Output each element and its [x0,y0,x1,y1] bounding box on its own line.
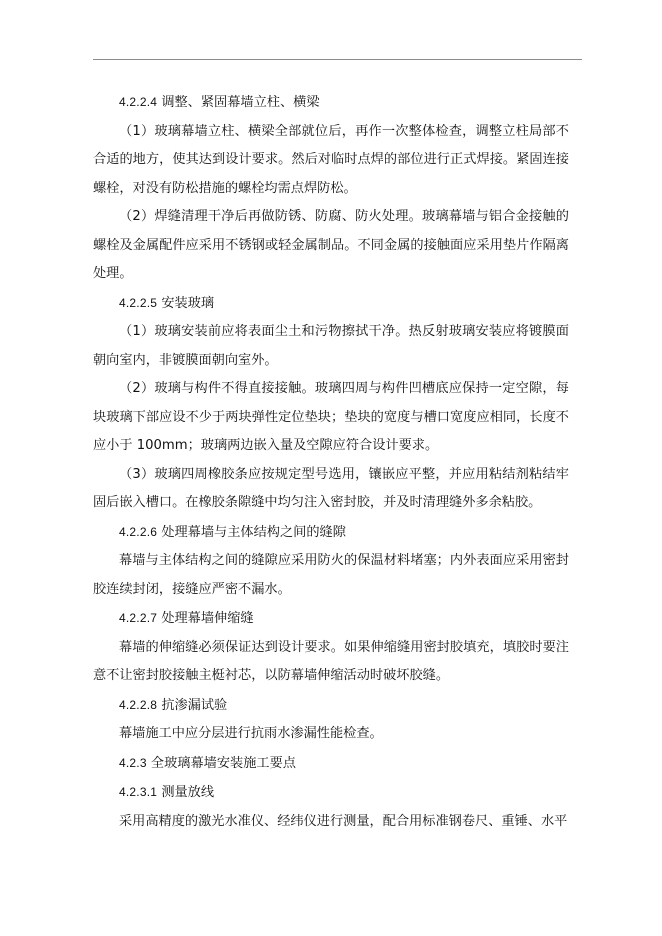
body-paragraph: 幕墙施工中应分层进行抗雨水渗漏性能检查。 [119,726,383,741]
section-number: 4.2.2.7 [119,611,158,625]
section-number: 4.2.2.5 [119,295,158,310]
section-heading [93,749,569,779]
section-title: 抗渗漏试验 [161,697,228,713]
body-paragraph: （2）焊缝清理干净后再做防锈、防腐、防火处理。玻璃幕墙与铝合金接触的螺栓及金属配件应采用不锈钢或轻金属制品。不同金属的接触面应采用垫片作隔离处理。 [93,209,569,281]
section-title: 安装玻璃 [161,295,215,311]
body-paragraph: （1）玻璃安装前应将表面尘土和污物擦拭干净。热反射玻璃安装应将镀膜面朝向室内，非镀膜面朝向室外。 [93,324,569,368]
section-heading [93,691,569,721]
document-body [93,88,569,836]
section-heading [93,518,569,548]
section-title: 处理幕墙与主体结构之间的缝隙 [161,524,346,540]
section-number: 4.2.3 [119,755,147,770]
section-title: 测量放线 [161,785,215,800]
body-paragraph: 采用高精度的激光水准仪、经纬仪进行测量，配合用标准钢卷尺、重锤、水平 [119,813,568,829]
header-rule [93,59,582,60]
section-number: 4.2.2.8 [119,697,158,712]
body-paragraph: （1）玻璃幕墙立柱、横梁全部就位后，再作一次整体检查，调整立柱局部不合适的地方，使其达到设计要求。然后对临时点焊的部位进行正式焊接。紧固连接螺栓，对没有防松措施的螺栓均需点焊防松。 [93,123,569,196]
section-title: 调整、紧固幕墙立柱、横梁 [161,95,320,110]
section-number: 4.2.2.6 [119,524,158,539]
section-heading [93,289,569,319]
section-title: 处理幕墙伸缩缝 [161,611,254,626]
section-heading [93,778,569,808]
section-heading [93,604,569,634]
body-paragraph: 幕墙与主体结构之间的缝隙应采用防火的保温材料堵塞；内外表面应采用密封胶连续封闭，接缝应严密不漏水。 [93,553,569,597]
body-paragraph: （3）玻璃四周橡胶条应按规定型号选用，镶嵌应平整，并应用粘结剂粘结牢固后嵌入槽口。在橡胶条隙缝中均匀注入密封胶，并及时清理缝外多余粘胶。 [93,466,569,510]
section-number: 4.2.2.4 [119,95,158,109]
body-paragraph: 幕墙的伸缩缝必须保证达到设计要求。如果伸缩缝用密封胶填充，填胶时要注意不让密封胶接触主梃衬芯，以防幕墙伸缩活动时破坏胶缝。 [93,639,569,683]
section-title: 全玻璃幕墙安装施工要点 [150,755,296,771]
section-heading [93,88,569,118]
body-paragraph: （2）玻璃与构件不得直接接触。玻璃四周与构件凹槽底应保持一定空隙，每块玻璃下部应设不少于两块弹性定位垫块；垫块的宽度与槽口宽度应相同，长度不应小于 100mm；玻璃两边嵌入量及空隙应符合设计要求。 [93,381,569,453]
section-number: 4.2.3.1 [119,785,158,799]
